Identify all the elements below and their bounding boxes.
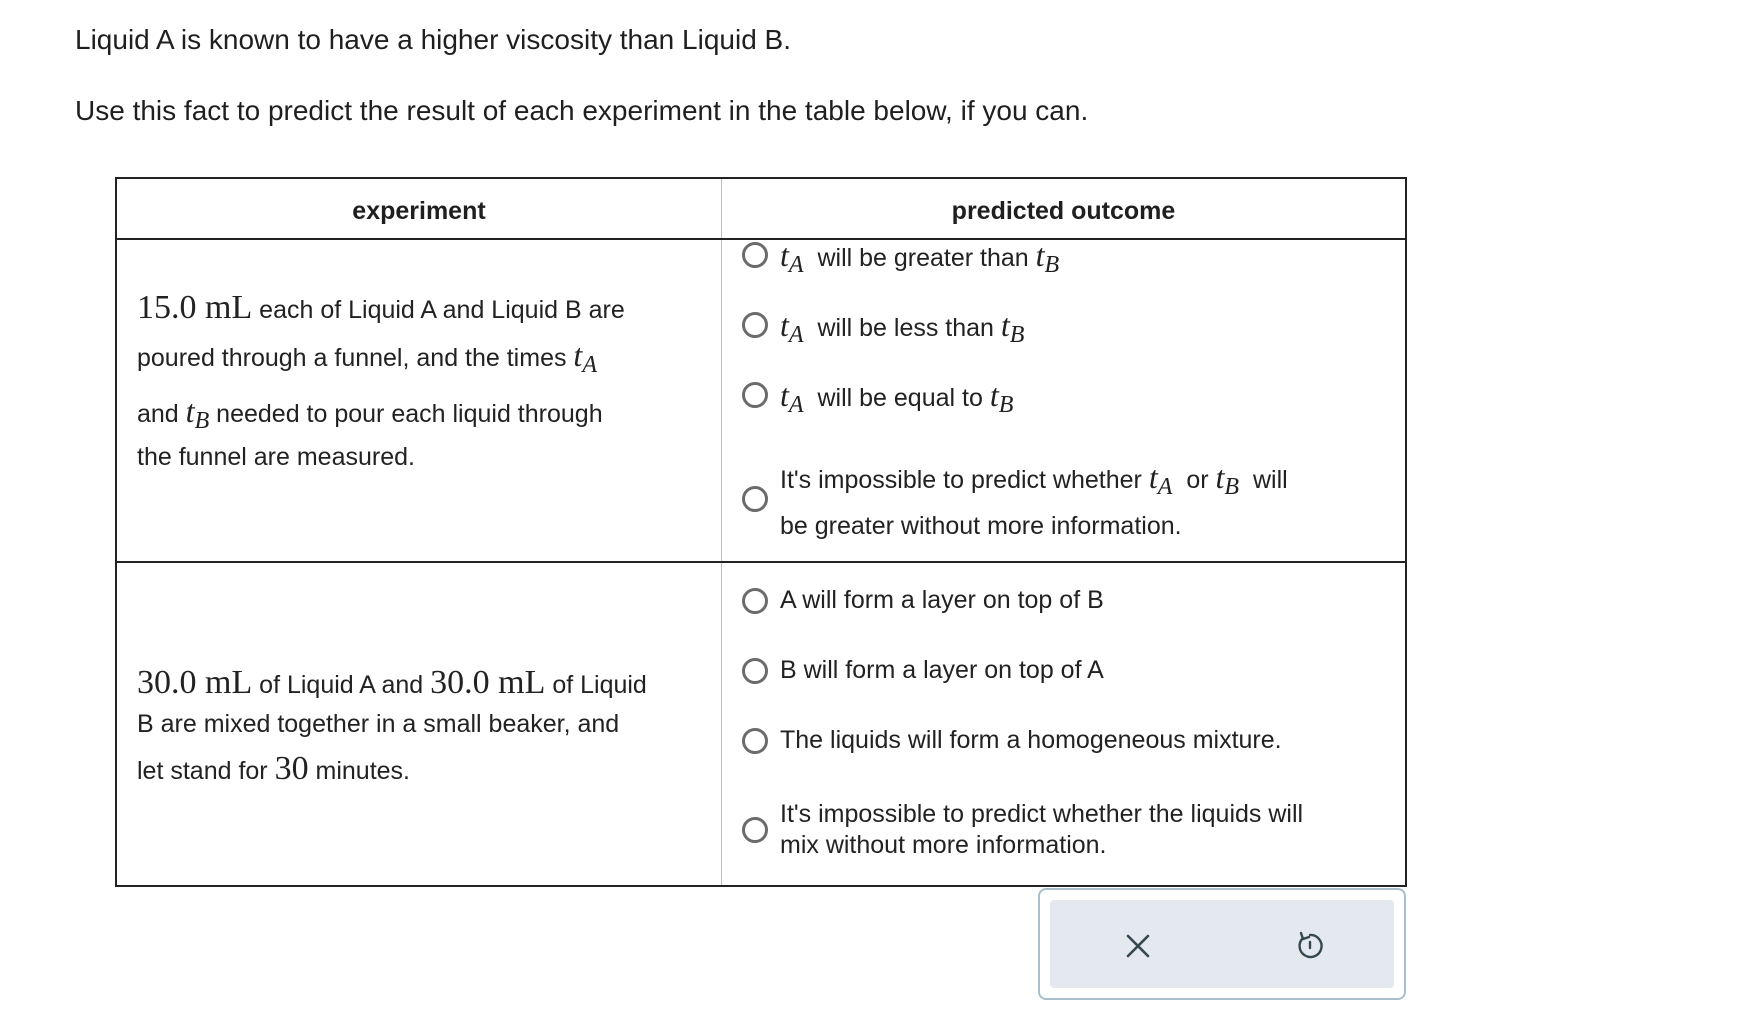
clear-button[interactable] — [1114, 922, 1162, 970]
option-tA-less[interactable]: $t_A$ will be less than $t_B$ — [742, 305, 1024, 345]
experiment-2: 30.0 mL of Liquid A and 30.0 mL of Liquid B are mixed together in a small beaker, and let stand for 30 minutes. — [137, 664, 647, 787]
option-homogeneous[interactable]: The liquids will form a homogeneous mixture. — [742, 725, 1282, 756]
option-B-on-top[interactable]: B will form a layer on top of A — [742, 655, 1104, 686]
var-tB: $t_B$ — [185, 393, 210, 434]
row-divider — [117, 561, 1405, 563]
intro-line-2: Use this fact to predict the result of each experiment in the table below, if you can. — [75, 95, 1089, 126]
option-tA-greater[interactable]: $t_A$ will be greater than $t_B$ — [742, 235, 1059, 275]
action-panel — [1038, 888, 1406, 1000]
column-divider — [721, 179, 722, 885]
radio-button[interactable] — [742, 588, 768, 614]
intro-line-1: Liquid A is known to have a higher viscosity than Liquid B. — [75, 24, 791, 55]
undo-icon — [1294, 930, 1326, 962]
option-flow-impossible[interactable]: It's impossible to predict whether $t_A$ or $t_B$ will be greater without more information. — [742, 449, 1288, 549]
radio-button[interactable] — [742, 658, 768, 684]
header-predicted-outcome: predicted outcome — [951, 197, 1176, 225]
radio-button[interactable] — [742, 382, 768, 408]
radio-button[interactable] — [742, 486, 768, 512]
radio-button[interactable] — [742, 242, 768, 268]
option-tA-equal[interactable]: $t_A$ will be equal to $t_B$ — [742, 375, 1013, 415]
radio-button[interactable] — [742, 312, 768, 338]
undo-button[interactable] — [1286, 922, 1334, 970]
radio-button[interactable] — [742, 728, 768, 754]
option-mix-impossible[interactable]: It's impossible to predict whether the liquids will mix without more information. — [742, 799, 1303, 862]
table-header — [117, 179, 1405, 240]
close-icon — [1125, 933, 1151, 959]
prediction-table — [115, 177, 1407, 887]
option-A-on-top[interactable]: A will form a layer on top of B — [742, 585, 1104, 616]
experiment-1: 15.0 mL each of Liquid A and Liquid B are poured through a funnel, and the times $t_A$ and $t_B$ needed to pour each liquid through the funnel are measured. — [137, 289, 625, 471]
header-experiment: experiment — [352, 197, 486, 225]
radio-button[interactable] — [742, 817, 768, 843]
var-tA: $t_A$ — [573, 337, 597, 378]
